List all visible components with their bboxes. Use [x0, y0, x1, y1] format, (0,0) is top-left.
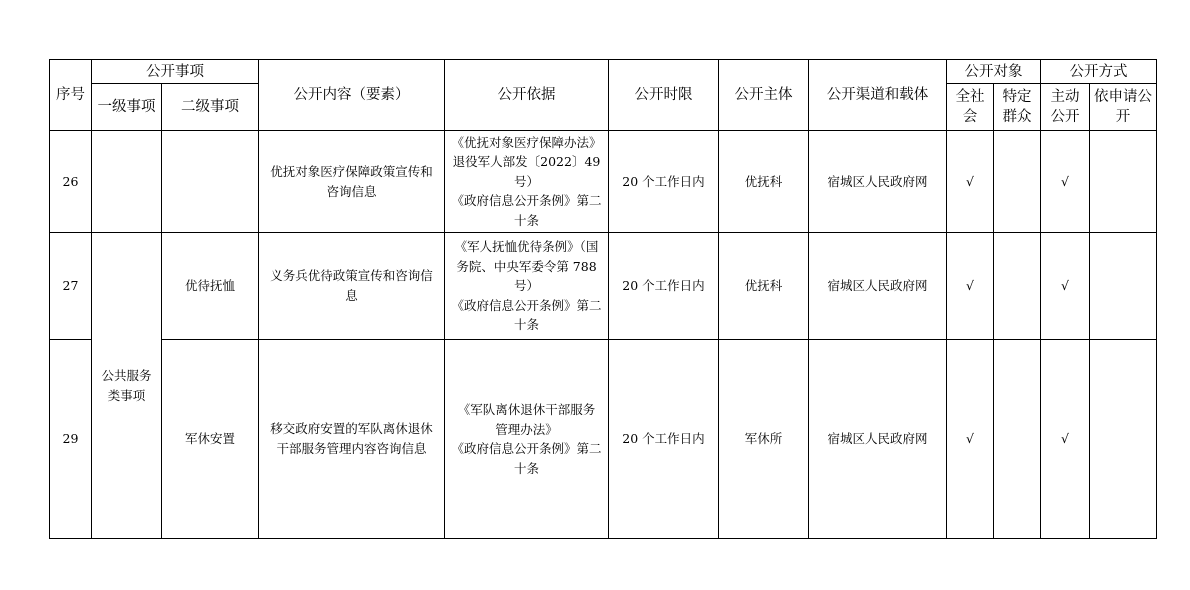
- whole-society-check: √: [947, 340, 994, 539]
- whole-society-check: √: [947, 131, 994, 233]
- basis-line: 《政府信息公开条例》第二: [451, 297, 602, 313]
- header-level1: 一级事项: [92, 84, 162, 131]
- header-whole-society: 全社会: [947, 84, 994, 131]
- header-target-group: 公开对象: [947, 60, 1041, 84]
- basis-line: 《优抚对象医疗保障办法》: [451, 134, 602, 150]
- basis-line: 务院、中央军委令第 788: [456, 258, 597, 274]
- on-request-check: [1090, 233, 1157, 340]
- content-cell: 移交政府安置的军队离休退休干部服务管理内容咨询信息: [259, 340, 445, 539]
- header-seq: 序号: [50, 60, 92, 131]
- time-limit-cell: 20 个工作日内: [609, 233, 719, 340]
- disclosure-table: [49, 59, 1157, 539]
- basis-line: 《政府信息公开条例》第二: [451, 193, 602, 209]
- row-no: 26: [50, 131, 92, 233]
- level2-cell: 优待抚恤: [162, 233, 259, 340]
- table-row: [50, 131, 1157, 233]
- proactive-check: √: [1041, 131, 1090, 233]
- subject-cell: 军休所: [719, 340, 809, 539]
- basis-line: 十条: [513, 212, 539, 228]
- header-level2: 二级事项: [162, 84, 259, 131]
- header-matter-group: 公开事项: [92, 60, 259, 84]
- header-on-request: 依申请公开: [1090, 84, 1157, 131]
- proactive-check: √: [1041, 233, 1090, 340]
- subject-cell: 优抚科: [719, 131, 809, 233]
- header-time-limit: 公开时限: [609, 60, 719, 131]
- basis-cell: [445, 233, 609, 340]
- basis-line: 退役军人部发〔2022〕49: [452, 154, 601, 170]
- header-content: 公开内容（要素）: [259, 60, 445, 131]
- basis-line: 号）: [513, 173, 539, 189]
- channel-cell: 宿城区人民政府网: [809, 233, 947, 340]
- row-no: 27: [50, 233, 92, 340]
- basis-line: 十条: [513, 317, 539, 333]
- header-subject: 公开主体: [719, 60, 809, 131]
- header-specific-group: 特定群众: [994, 84, 1041, 131]
- basis-line: 管理办法》: [495, 421, 558, 437]
- basis-line: 《军队离休退休干部服务: [457, 402, 596, 417]
- channel-cell: 宿城区人民政府网: [809, 340, 947, 539]
- whole-society-check: √: [947, 233, 994, 340]
- level1-cell: [92, 131, 162, 233]
- content-cell: 优抚对象医疗保障政策宣传和咨询信息: [259, 131, 445, 233]
- on-request-check: [1090, 131, 1157, 233]
- content-cell: 义务兵优待政策宣传和咨询信息: [259, 233, 445, 340]
- basis-cell: [445, 340, 609, 539]
- basis-line: 十条: [513, 460, 539, 476]
- specific-group-check: [994, 340, 1041, 539]
- level2-cell: 军休安置: [162, 340, 259, 539]
- header-basis: 公开依据: [445, 60, 609, 131]
- basis-line: 号）: [513, 278, 539, 294]
- table-row: [50, 233, 1157, 340]
- basis-line: 《政府信息公开条例》第二: [451, 441, 602, 456]
- specific-group-check: [994, 131, 1041, 233]
- proactive-check: √: [1041, 340, 1090, 539]
- subject-cell: 优抚科: [719, 233, 809, 340]
- header-method-group: 公开方式: [1041, 60, 1157, 84]
- specific-group-check: [994, 233, 1041, 340]
- time-limit-cell: 20 个工作日内: [609, 340, 719, 539]
- level2-cell: [162, 131, 259, 233]
- on-request-check: [1090, 340, 1157, 539]
- channel-cell: 宿城区人民政府网: [809, 131, 947, 233]
- row-no: 29: [50, 340, 92, 539]
- basis-line: 《军人抚恤优待条例》（国: [454, 239, 599, 255]
- header-proactive: 主动公开: [1041, 84, 1090, 131]
- time-limit-cell: 20 个工作日内: [609, 131, 719, 233]
- basis-cell: [445, 131, 609, 233]
- table-row: [50, 340, 1157, 539]
- header-channel: 公开渠道和载体: [809, 60, 947, 131]
- level1-cell: 公共服务类事项: [92, 233, 162, 539]
